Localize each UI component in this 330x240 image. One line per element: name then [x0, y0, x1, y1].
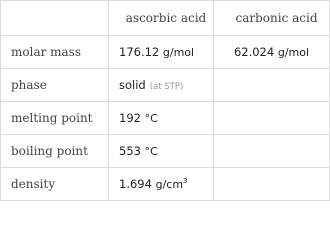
unit-base: g/cm: [155, 178, 184, 191]
header-ascorbic-acid: ascorbic acid: [109, 1, 214, 36]
unit: g/mol: [162, 46, 195, 59]
row-label: melting point: [1, 102, 109, 135]
carbonic-density: [214, 168, 330, 201]
row-label: boiling point: [1, 135, 109, 168]
row-molar-mass: [1, 36, 330, 69]
carbonic-phase: [214, 69, 330, 102]
row-melting-point: [1, 102, 330, 135]
ascorbic-molar-mass: [109, 36, 214, 69]
value: 192: [119, 111, 141, 125]
row-phase: [1, 69, 330, 102]
header-empty-cell: [1, 1, 109, 36]
value: 1.694: [119, 177, 152, 191]
carbonic-boiling-point: [214, 135, 330, 168]
carbonic-melting-point: [214, 102, 330, 135]
stp-note: (at STP): [149, 82, 184, 92]
value: 62.024: [233, 45, 275, 59]
value: solid: [119, 78, 146, 92]
unit: °C: [144, 145, 158, 158]
ascorbic-boiling-point: [109, 135, 214, 168]
row-label: density: [1, 168, 109, 201]
unit: g/mol: [277, 46, 310, 59]
unit-exponent: 3: [183, 177, 188, 185]
value: 176.12: [119, 45, 160, 59]
carbonic-molar-mass: [214, 36, 330, 69]
header-carbonic-acid: carbonic acid: [214, 1, 330, 36]
unit: °C: [144, 112, 158, 125]
row-label: phase: [1, 69, 109, 102]
unit: [156, 178, 188, 191]
ascorbic-melting-point: [109, 102, 214, 135]
value: 553: [119, 144, 141, 158]
row-density: [1, 168, 330, 201]
row-label: molar mass: [1, 36, 109, 69]
header-row: [1, 1, 330, 36]
ascorbic-phase: [109, 69, 214, 102]
row-boiling-point: [1, 135, 330, 168]
ascorbic-density: [109, 168, 214, 201]
